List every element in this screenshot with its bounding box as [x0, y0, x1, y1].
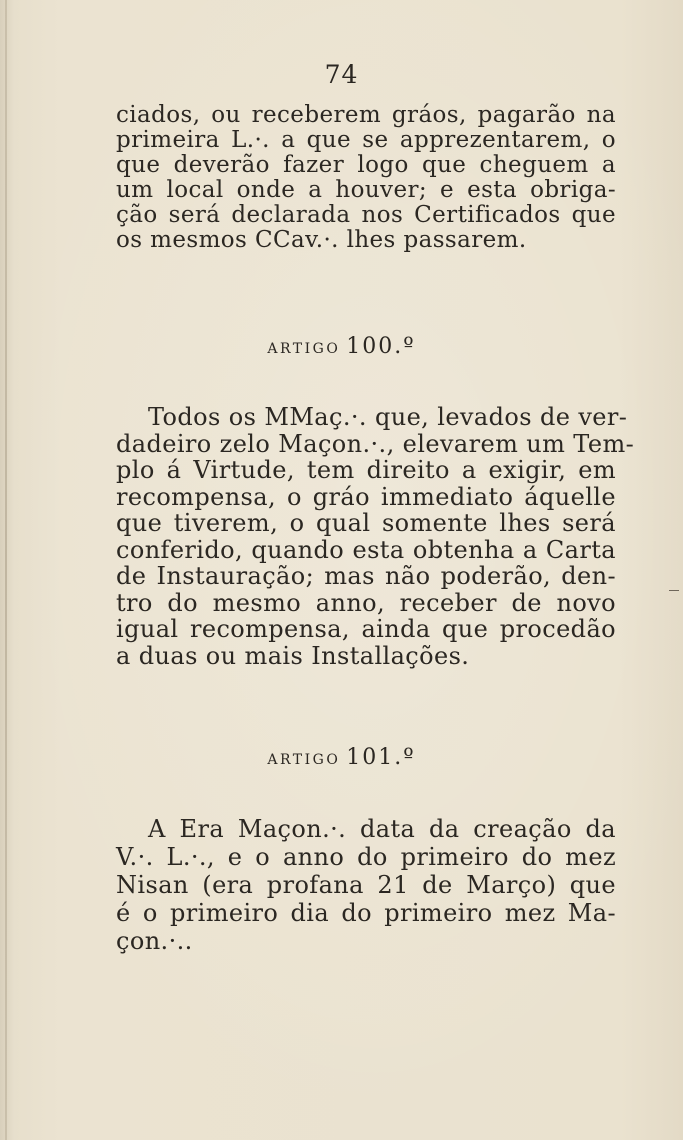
text-line: ciados, ou receberem gráos, pagarão na — [116, 102, 616, 128]
article-number: 101.º — [346, 745, 416, 770]
text-line: Nisan (era profana 21 de Março) que — [116, 871, 616, 899]
text-line: recompensa, o gráo immediato áquelle — [116, 482, 616, 511]
text-line: ção será declarada nos Certificados que — [116, 202, 616, 228]
paragraph-continuation — [116, 103, 616, 253]
text-line: çon.·.. — [116, 927, 193, 955]
text-line: um local onde a houver; e esta obriga- — [116, 177, 616, 203]
text-line: de Instauração; mas não poderão, den- — [116, 562, 616, 590]
article-number: 100.º — [346, 334, 416, 359]
page-number: 74 — [324, 60, 359, 89]
article-label: ARTIGO — [267, 752, 341, 768]
article-100-heading — [0, 334, 683, 359]
binding-gutter — [5, 0, 7, 1140]
article-101-body — [116, 815, 616, 955]
text-line: é o primeiro dia do primeiro mez Ma- — [116, 899, 616, 927]
text-line: Todos os MMaç.·. que, levados de ver- — [148, 403, 628, 431]
text-line: V.·. L.·., e o anno do primeiro do mez — [116, 843, 616, 871]
text-line: plo á Virtude, tem direito a exigir, em — [116, 456, 616, 484]
article-100-body — [116, 403, 635, 670]
text-line: A Era Maçon.·. data da creação da — [148, 815, 616, 843]
article-label: ARTIGO — [267, 341, 341, 357]
text-line: dadeiro zelo Maçon.·., elevarem um Tem- — [116, 429, 635, 458]
text-line: os mesmos CCav.·. lhes passarem. — [116, 227, 527, 253]
text-line: que deverão fazer logo que cheguem a — [116, 152, 616, 178]
margin-mark — [669, 590, 679, 591]
article-101-heading — [0, 745, 683, 770]
text-line: a duas ou mais Installações. — [116, 641, 470, 670]
text-line: que tiverem, o qual somente lhes será — [116, 509, 616, 537]
text-line: tro do mesmo anno, receber de novo — [116, 588, 616, 617]
text-line: igual recompensa, ainda que procedão — [116, 615, 616, 643]
text-line: conferido, quando esta obtenha a Carta — [116, 535, 616, 564]
text-line: primeira L.·. a que se apprezentarem, o — [116, 127, 616, 153]
